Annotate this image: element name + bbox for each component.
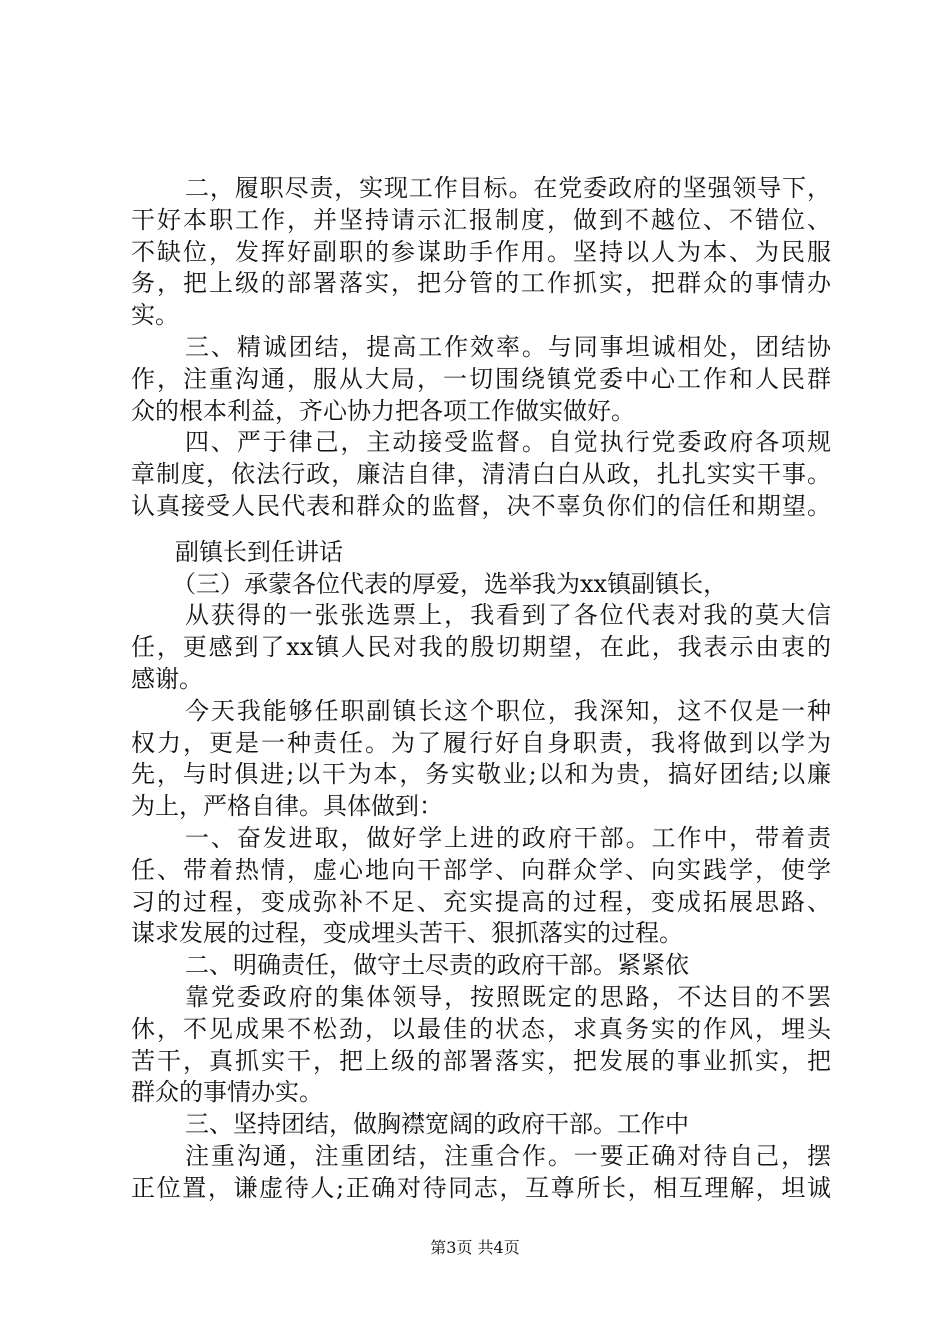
paragraph-line: （三）承蒙各位代表的厚爱，选举我为xx镇副镇长，: [172, 569, 728, 598]
paragraph-line: 先，与时俱进;以干为本，务实敬业;以和为贵，搞好团结;以廉: [131, 760, 831, 789]
paragraph-line: 谋求发展的过程，变成埋头苦干、狠抓落实的过程。: [131, 919, 683, 948]
paragraph-line: 为上，严格自律。具体做到：: [131, 792, 443, 821]
paragraph-line: 今天我能够任职副镇长这个职位，我深知，这不仅是一种: [185, 696, 831, 725]
paragraph-line: 习的过程，变成弥补不足、充实提高的过程，变成拓展思路、: [131, 887, 831, 916]
paragraph-line: 权力，更是一种责任。为了履行好自身职责，我将做到以学为: [131, 728, 831, 757]
paragraph-line: 干好本职工作，并坚持请示汇报制度，做到不越位、不错位、: [131, 205, 831, 234]
paragraph-line: 三、精诚团结，提高工作效率。与同事坦诚相处，团结协: [185, 333, 831, 361]
paragraph-line: 群众的事情办实。: [131, 1078, 323, 1107]
paragraph-line: 休，不见成果不松劲，以最佳的状态，求真务实的作风，埋头: [131, 1014, 831, 1043]
paragraph-line: 二，履职尽责，实现工作目标。在党委政府的坚强领导下，: [185, 174, 831, 202]
paragraph-line: 二、明确责任，做守土尽责的政府干部。紧紧依: [185, 951, 689, 980]
paragraph-line: 注重沟通，注重团结，注重合作。一要正确对待自己，摆: [185, 1142, 831, 1170]
paragraph-line: 作，注重沟通，服从大局，一切围绕镇党委中心工作和人民群: [131, 364, 831, 393]
paragraph-line: 一、奋发进取，做好学上进的政府干部。工作中，带着责: [185, 824, 831, 852]
paragraph-line: 实。: [131, 301, 179, 330]
paragraph-line: 认真接受人民代表和群众的监督，决不辜负你们的信任和期望。: [131, 492, 831, 520]
paragraph-line: 任，更感到了xx镇人民对我的殷切期望，在此，我表示由衷的: [131, 633, 831, 662]
page-footer: 第3页 共4页: [430, 1238, 520, 1257]
paragraph-line: 章制度，依法行政，廉洁自律，清清白白从政，扎扎实实干事。: [131, 460, 831, 489]
paragraph-line: 任、带着热情，虚心地向干部学、向群众学、向实践学，使学: [131, 855, 831, 884]
paragraph-line: 务，把上级的部署落实，把分管的工作抓实，把群众的事情办: [131, 269, 831, 298]
paragraph-line: 感谢。: [131, 665, 203, 693]
paragraph-line: 苦干，真抓实干，把上级的部署落实，把发展的事业抓实，把: [131, 1046, 831, 1075]
paragraph-line: 正位置，谦虚待人;正确对待同志，互尊所长，相互理解，坦诚: [131, 1173, 831, 1202]
paragraph-line: 四、严于律己，主动接受监督。自觉执行党委政府各项规: [185, 428, 831, 457]
paragraph-line: 众的根本利益，齐心协力把各项工作做实做好。: [131, 396, 635, 425]
section-title: 副镇长到任讲话: [175, 537, 343, 566]
paragraph-line: 三、坚持团结，做胸襟宽阔的政府干部。工作中: [185, 1110, 689, 1139]
paragraph-line: 不缺位，发挥好副职的参谋助手作用。坚持以人为本、为民服: [131, 237, 831, 266]
paragraph-line: 靠党委政府的集体领导，按照既定的思路，不达目的不罢: [185, 983, 831, 1011]
paragraph-line: 从获得的一张张选票上，我看到了各位代表对我的莫大信: [185, 601, 831, 630]
